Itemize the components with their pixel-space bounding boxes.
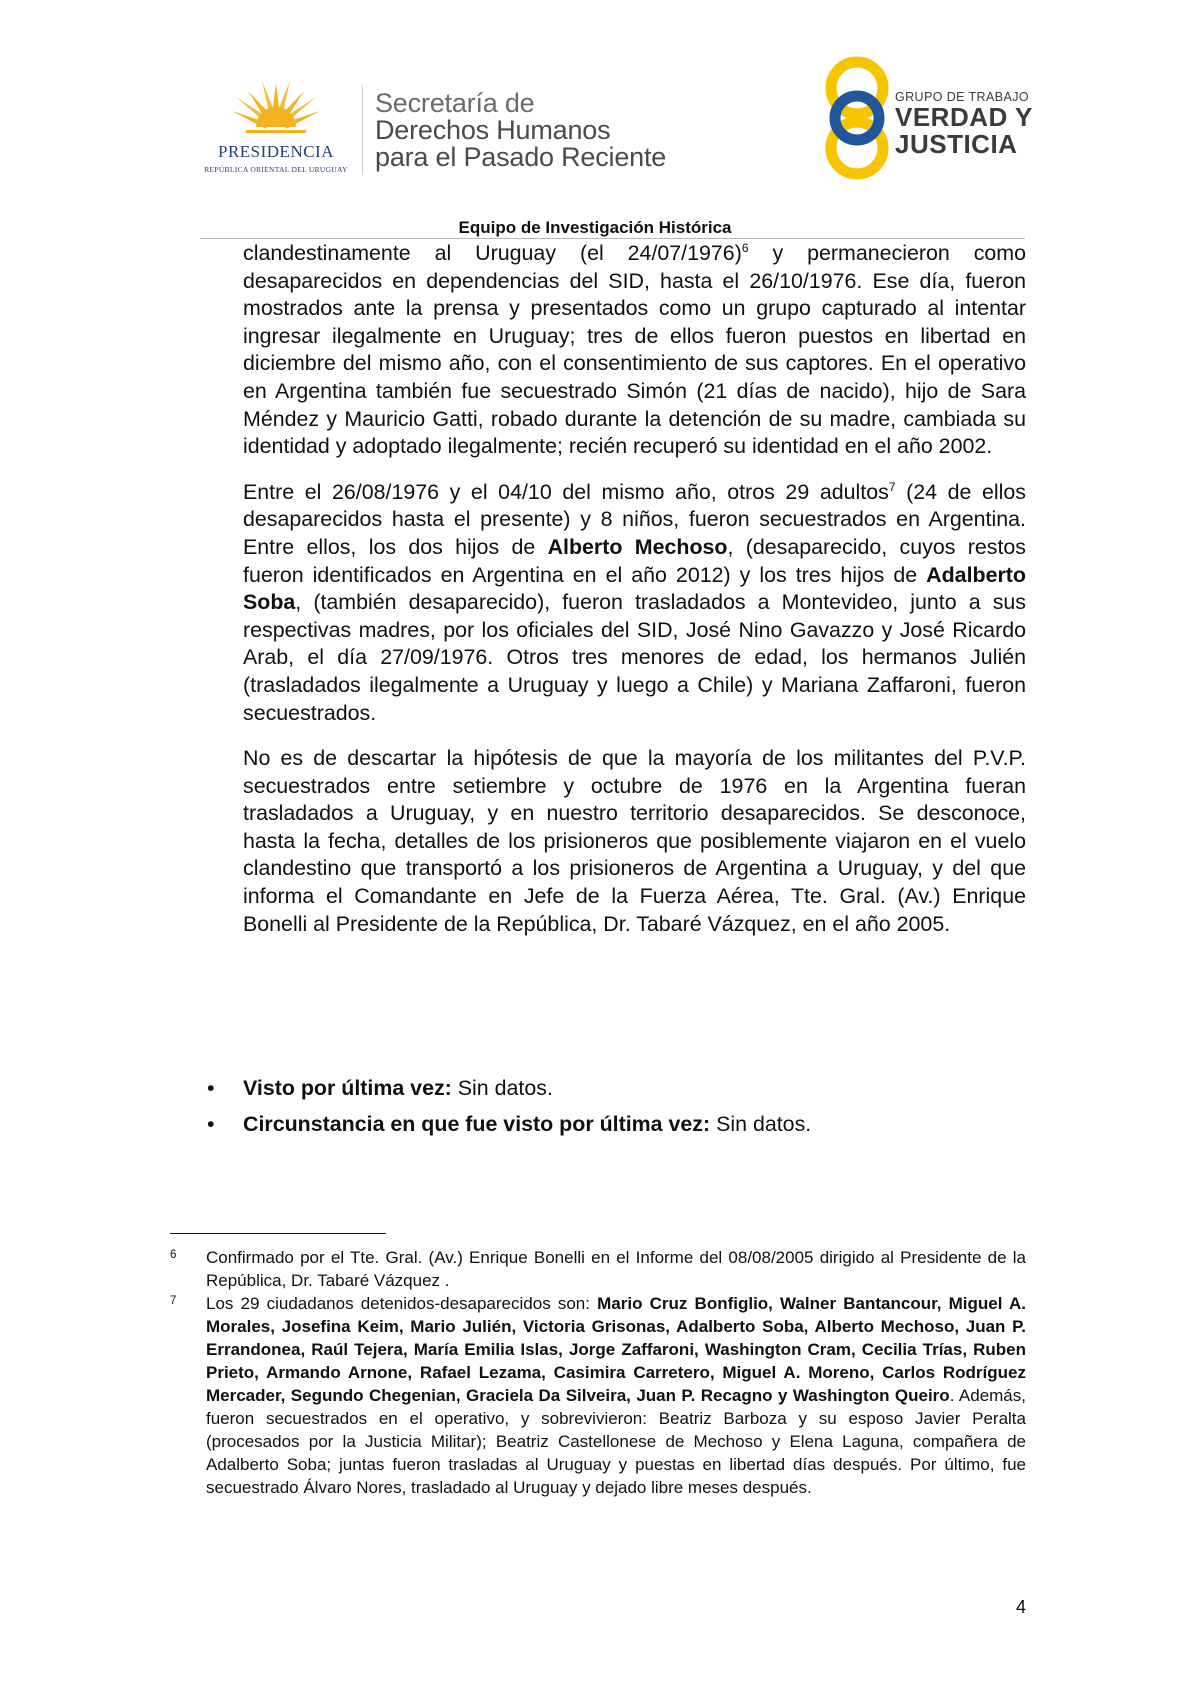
bullet-value: Sin datos. <box>710 1112 812 1136</box>
footnote-mark: 6 <box>170 1249 177 1261</box>
team-heading: Equipo de Investigación Histórica <box>458 218 732 237</box>
presidencia-logo <box>196 75 356 180</box>
disappeared-names: Mario Cruz Bonfiglio, Walner Bantancour, Miguel A. Morales, Josefina Keim, Mario Julién, Victoria Grisonas, Adalberto Soba, Alberto Mechoso, Juan P. Errandonea, Raúl Tejera, María Emilia Islas, Jorge Zaffaroni, Washington Cram, Cecilia Trías, Ruben Prieto, Armando Arnone, Rafael Lezama, Casimira Carretero, Miguel A. Moreno, Carlos Rodríguez Mercader, Segundo Chegenian, Graciela Da Silveira, Juan P. Recagno y Washington Queiro <box>206 1294 1026 1405</box>
bullet-label: Visto por última vez: <box>243 1076 452 1100</box>
footnote-7: 7 Los 29 ciudadanos detenidos-desaparecidos son: Mario Cruz Bonfiglio, Walner Bantancour, Miguel A. Morales, Josefina Keim, Mario Julién, Victoria Grisonas, Adalberto Soba, Alberto Mechoso, Juan P. Errandonea, Raúl Tejera, María Emilia Islas, Jorge Zaffaroni, Washington Cram, Cecilia Trías, Ruben Prieto, Armando Arnone, Rafael Lezama, Casimira Carretero, Miguel A. Moreno, Carlos Rodríguez Mercader, Segundo Chegenian, Graciela Da Silveira, Juan P. Recagno y Washington Queiro. Además, fueron secuestrados en el operativo, y sobrevivieron: Beatriz Barboza y su esposo Javier Peralta (procesados por la Justicia Militar); Beatriz Castellonese de Mechoso y Elena Laguna, compañera de Adalberto Soba; juntas fueron trasladas al Uruguay y puestas en libertad días después. Por último, fue secuestrado Álvaro Nores, trasladado al Uruguay y dejado libre meses después. <box>170 1292 1026 1499</box>
chain-links-icon <box>822 55 892 181</box>
gtvj-line-2: JUSTICIA <box>895 129 1018 159</box>
footnote-6: 6 Confirmado por el Tte. Gral. (Av.) Enrique Bonelli en el Informe del 08/08/2005 dirigido al Presidente de la República, Dr. Tabaré Vázquez . <box>170 1246 1026 1292</box>
bullet-value: Sin datos. <box>451 1076 553 1100</box>
logo-divider <box>362 85 363 175</box>
bullet-circunstancia <box>207 1112 1026 1148</box>
bullet-label: Circunstancia en que fue visto por última vez: <box>243 1112 711 1136</box>
gtvj-logo-text <box>895 90 1033 158</box>
presidencia-title: PRESIDENCIA <box>217 142 334 161</box>
bullet-dot: • <box>207 1112 215 1136</box>
header-rule <box>200 238 1025 239</box>
sun-icon <box>226 75 326 143</box>
gtvj-line-1: VERDAD Y <box>895 102 1033 132</box>
main-text <box>243 240 1026 956</box>
secretaria-line-3: para el Pasado Reciente <box>375 142 667 172</box>
paragraph-3: No es de descartar la hipótesis de que la mayoría de los militantes del P.V.P. secuestrados entre setiembre y octubre de 1976 en la Argentina fueran trasladados a Uruguay, y en nuestro territorio desaparecidos. Se desconoce, hasta la fecha, detalles de los prisioneros que posiblemente viajaron en el vuelo clandestino que transportó a los prisioneros de Argentina a Uruguay, y del que informa el Comandante en Jefe de la Fuerza Aérea, Tte. Gral. (Av.) Enrique Bonelli al Presidente de la República, Dr. Tabaré Vázquez, en el año 2005. <box>243 746 1026 936</box>
secretaria-line-1: Secretaría de <box>375 88 535 118</box>
presidencia-subtitle: REPÚBLICA ORIENTAL DEL URUGUAY <box>204 165 348 174</box>
secretaria-logo-text <box>375 90 666 171</box>
paragraph-2: Entre el 26/08/1976 y el 04/10 del mismo año, otros 29 adultos$^7$ (24 de ellos desaparecidos hasta el presente) y 8 niños, fueron secuestrados en Argentina. Entre ellos, los dos hijos de Alberto Mechoso, (desaparecido, cuyos restos fueron identificados en Argentina en el año 2012) y los tres hijos de Adalberto Soba, (también desaparecido), fueron trasladados a Montevideo, junto a sus respectivas madres, por los oficiales del SID, José Nino Gavazzo y José Ricardo Arab, el día 27/09/1976. Otros tres menores de edad, los hermanos Julién (trasladados ilegalmente a Uruguay y luego a Chile) y Mariana Zaffaroni, fueron secuestrados. <box>243 479 1027 725</box>
name-adalberto-soba: Adalberto Soba <box>243 562 1026 615</box>
paragraph-1: clandestinamente al Uruguay (el 24/07/1976)$^6$ y permanecieron como desaparecidos en dependencias del SID, hasta el 26/10/1976. Ese día, fueron mostrados ante la prensa y presentados como un grupo capturado al intentar ingresar ilegalmente en Uruguay; tres de ellos fueron puestos en libertad en diciembre del mismo año, con el consentimiento de sus captores. En el operativo en Argentina también fue secuestrado Simón (21 días de nacido), hijo de Sara Méndez y Mauricio Gatti, robado durante la detención de su madre, cambiada su identidad y adoptado ilegalmente; recién recuperó su identidad en el año 2002. <box>243 240 1026 459</box>
footnotes <box>170 1246 1026 1499</box>
gtvj-small: GRUPO DE TRABAJO <box>895 90 1029 104</box>
footnote-ref-6: 6 <box>741 240 749 255</box>
bullet-list <box>207 1076 1026 1148</box>
bullet-dot: • <box>207 1076 215 1100</box>
bullet-visto <box>207 1076 1026 1112</box>
secretaria-line-2: Derechos Humanos <box>375 115 611 145</box>
footnote-ref-7: 7 <box>888 479 896 494</box>
name-alberto-mechoso: Alberto Mechoso <box>547 534 728 559</box>
page-number: 4 <box>1015 1597 1026 1617</box>
footnote-separator <box>170 1233 386 1234</box>
footnote-mark: 7 <box>170 1295 177 1307</box>
page-header <box>0 0 1190 237</box>
